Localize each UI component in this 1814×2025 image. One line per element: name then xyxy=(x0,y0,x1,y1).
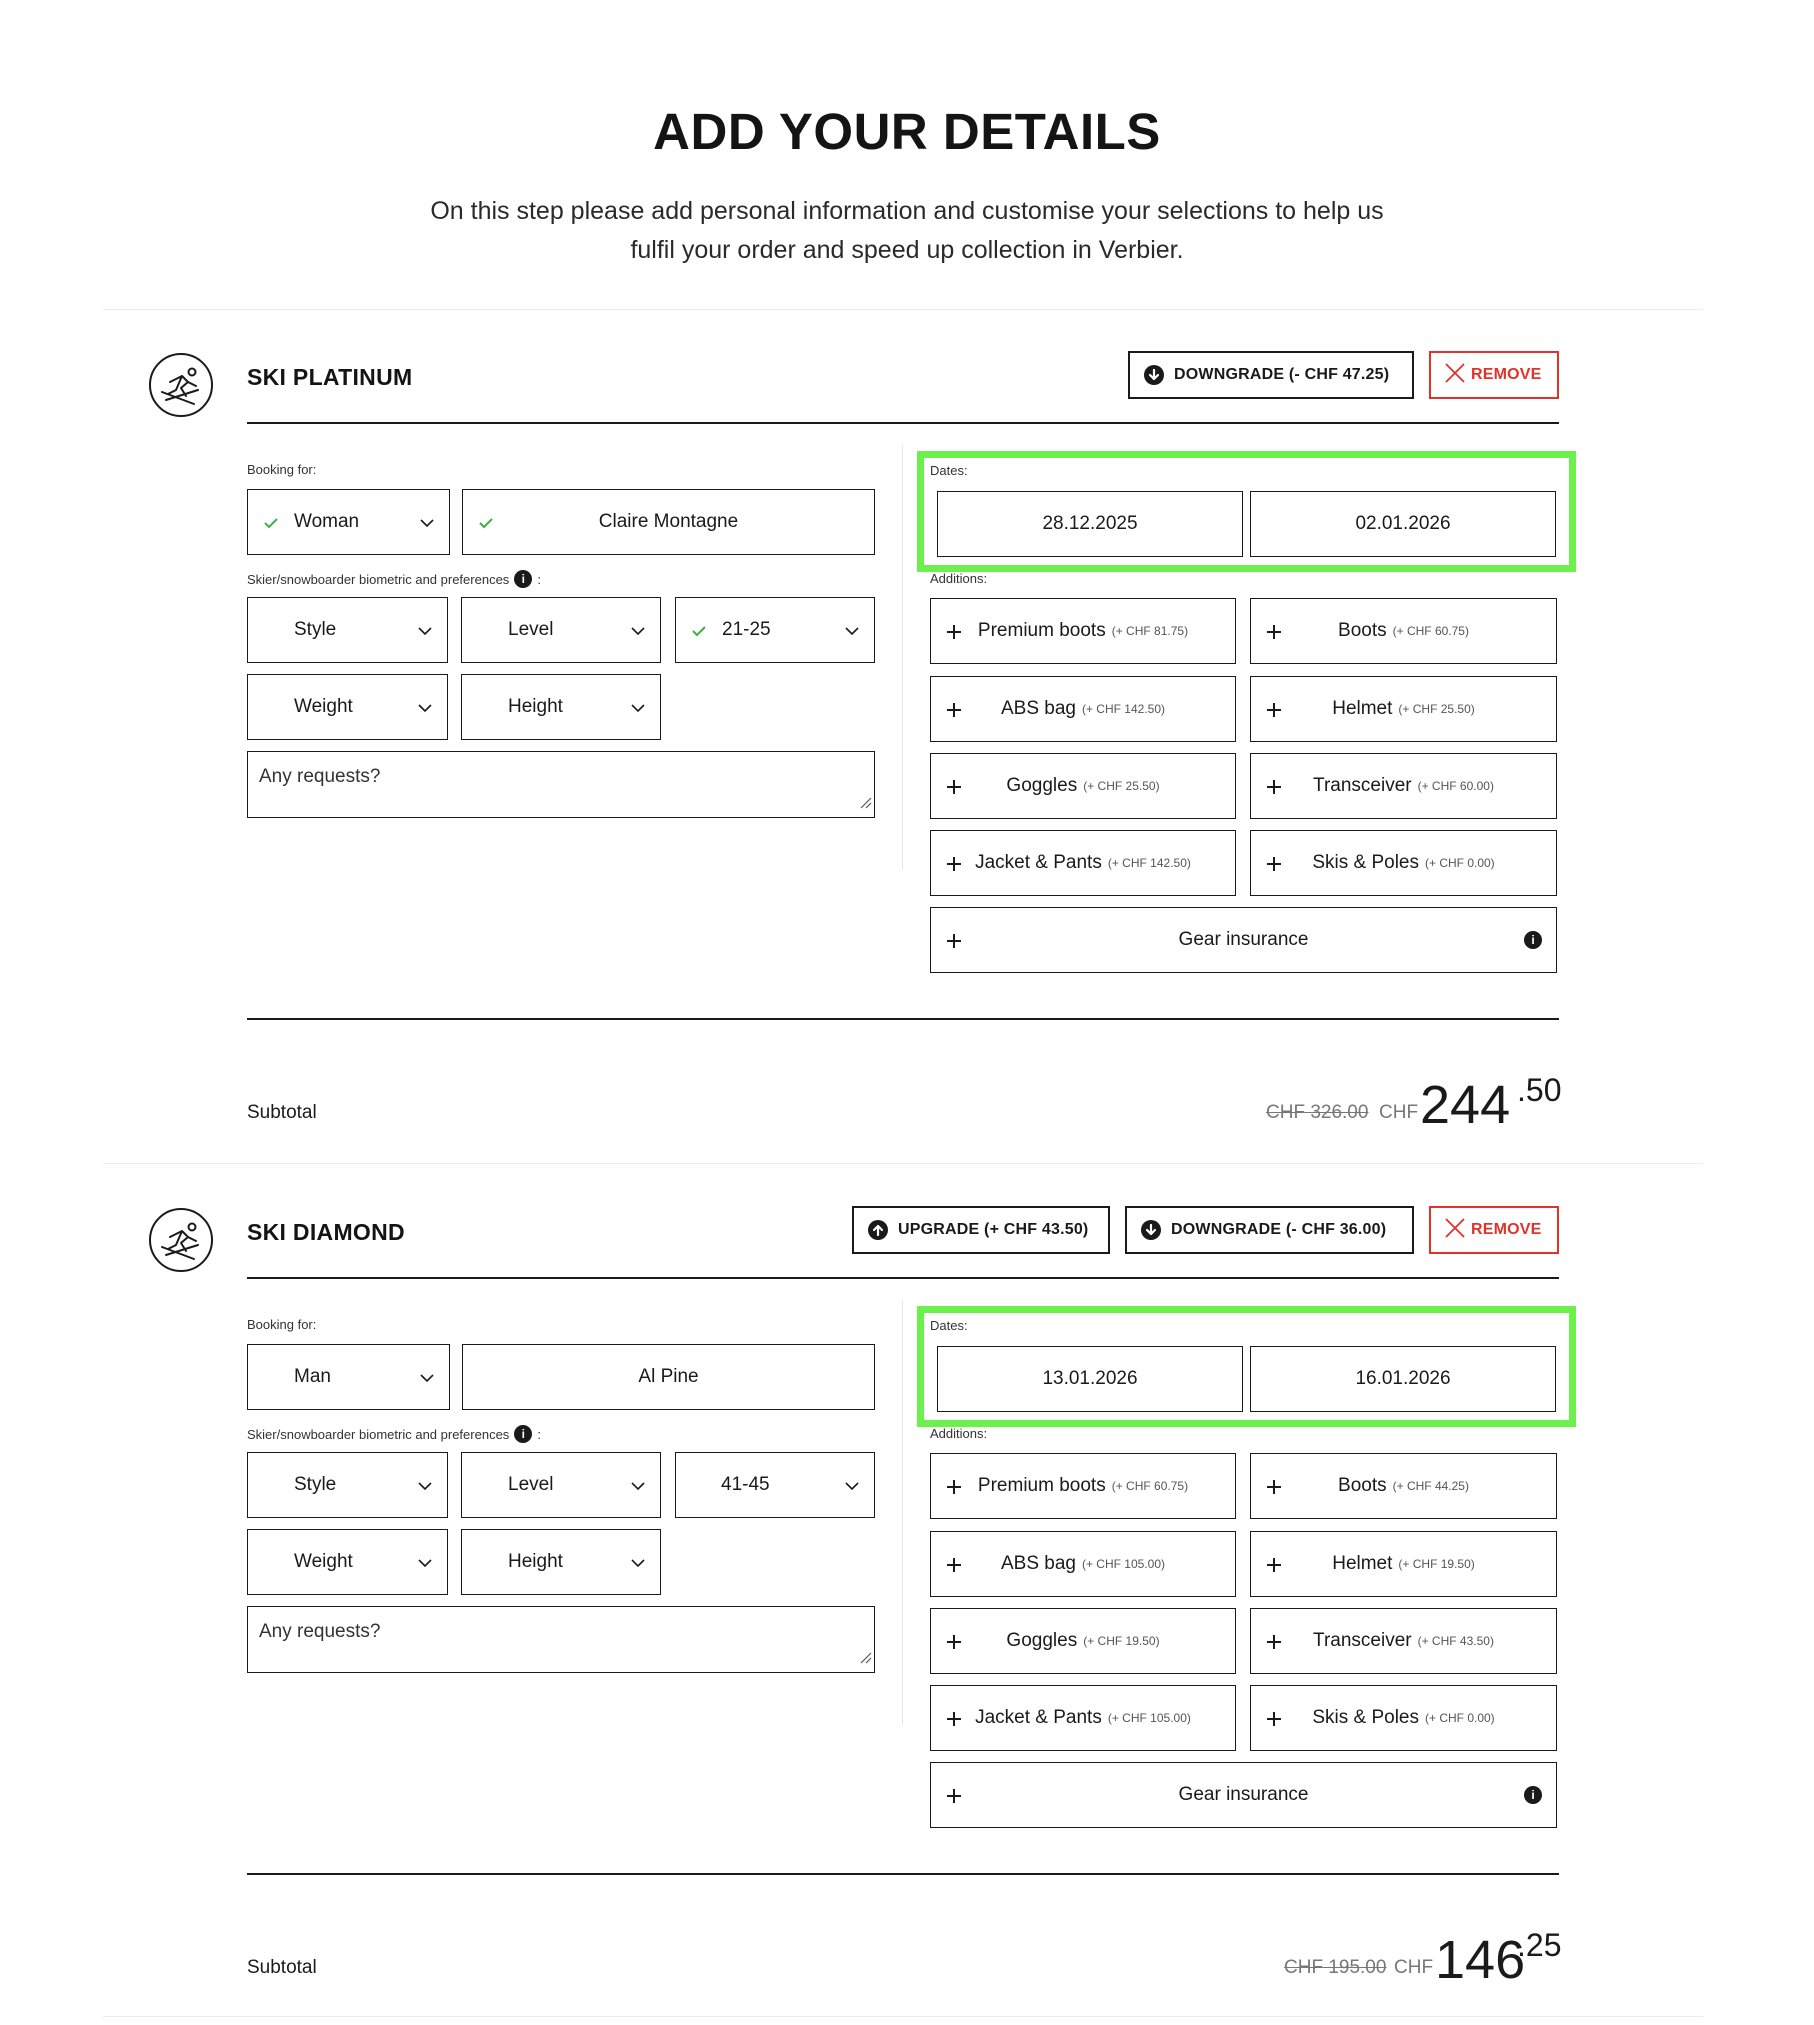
plus-icon xyxy=(945,855,963,879)
plus-icon xyxy=(1265,855,1283,879)
level-select[interactable] xyxy=(461,597,661,663)
addition-name: ABS bag xyxy=(1000,698,1076,719)
age-select[interactable] xyxy=(675,597,875,663)
age-value: 21-25 xyxy=(722,619,771,640)
arrow-down-circle-icon xyxy=(1141,1220,1161,1240)
requests-textarea[interactable] xyxy=(247,1606,875,1673)
addition-price: (+ CHF 19.50) xyxy=(1398,1557,1475,1571)
style-select[interactable] xyxy=(247,597,448,663)
requests-placeholder: Any requests? xyxy=(259,766,381,787)
addition-boots[interactable] xyxy=(1250,598,1557,664)
header-rule xyxy=(247,422,1559,424)
product-card-ski-diamond xyxy=(0,1165,1814,2025)
addition-price: (+ CHF 0.00) xyxy=(1424,1711,1495,1725)
addition-abs-bag[interactable] xyxy=(930,676,1236,742)
height-value: Height xyxy=(508,696,563,717)
plus-icon xyxy=(1265,778,1283,802)
addition-name: Goggles xyxy=(1006,1630,1078,1651)
name-value: Al Pine xyxy=(638,1366,699,1387)
label-colon: : xyxy=(537,571,541,587)
addition-price: (+ CHF 60.75) xyxy=(1392,624,1469,638)
section-rule xyxy=(247,1873,1559,1875)
header-rule xyxy=(247,1277,1559,1279)
remove-button[interactable] xyxy=(1429,351,1559,399)
addition-price: (+ CHF 19.50) xyxy=(1083,1634,1160,1648)
biometric-label xyxy=(247,570,541,588)
addition-skis-poles[interactable] xyxy=(1250,1685,1557,1751)
date-from-field[interactable] xyxy=(937,1346,1243,1412)
addition-abs-bag[interactable] xyxy=(930,1531,1236,1597)
remove-label: REMOVE xyxy=(1471,1221,1542,1238)
plus-icon xyxy=(945,1556,963,1580)
style-select[interactable] xyxy=(247,1452,448,1518)
plus-icon xyxy=(1265,1556,1283,1580)
product-title: SKI PLATINUM xyxy=(247,364,413,390)
addition-price: (+ CHF 105.00) xyxy=(1081,1557,1166,1571)
price-currency: CHF xyxy=(1394,1957,1434,1978)
skier-icon xyxy=(148,352,214,418)
plus-icon xyxy=(945,701,963,725)
addition-name: Goggles xyxy=(1006,775,1078,796)
info-icon[interactable]: i xyxy=(514,570,532,588)
date-from-field[interactable] xyxy=(937,491,1243,557)
info-icon[interactable]: i xyxy=(1524,1786,1542,1804)
additions-label: Additions: xyxy=(930,1426,988,1441)
name-value: Claire Montagne xyxy=(598,511,739,532)
biometric-label-text: Skier/snowboarder biometric and preferences xyxy=(247,1426,510,1442)
addition-name: Transceiver xyxy=(1313,1630,1412,1651)
chevron-down-icon xyxy=(417,1555,433,1577)
plus-icon xyxy=(945,1633,963,1657)
plus-icon xyxy=(945,1478,963,1502)
date-to-value: 02.01.2026 xyxy=(1355,513,1451,534)
chevron-down-icon xyxy=(417,1478,433,1500)
addition-name: Jacket & Pants xyxy=(975,1707,1102,1728)
plus-icon xyxy=(945,1787,963,1811)
plus-icon xyxy=(1265,1710,1283,1734)
chevron-down-icon xyxy=(844,1478,860,1500)
weight-value: Weight xyxy=(294,1551,353,1572)
date-to-field[interactable] xyxy=(1250,491,1556,557)
downgrade-button[interactable] xyxy=(1128,351,1414,399)
dates-label: Dates: xyxy=(930,463,968,478)
check-icon xyxy=(262,514,280,538)
name-field[interactable] xyxy=(462,489,875,555)
level-value: Level xyxy=(508,619,554,640)
name-field[interactable] xyxy=(462,1344,875,1410)
addition-price: (+ CHF 142.50) xyxy=(1081,702,1166,716)
weight-value: Weight xyxy=(294,696,353,717)
age-select[interactable] xyxy=(675,1452,875,1518)
chevron-down-icon xyxy=(417,623,433,645)
arrow-down-circle-icon xyxy=(1144,365,1164,385)
section-rule xyxy=(247,1018,1559,1020)
plus-icon xyxy=(945,778,963,802)
upgrade-button[interactable] xyxy=(852,1206,1110,1254)
price-currency: CHF xyxy=(1379,1102,1419,1123)
date-from-value: 28.12.2025 xyxy=(1042,513,1138,534)
addition-jacket-pants[interactable] xyxy=(930,1685,1236,1751)
intro-line-2: fulfil your order and speed up collection in Verbier. xyxy=(630,236,1184,264)
addition-price: (+ CHF 60.75) xyxy=(1111,1479,1189,1493)
addition-skis-poles[interactable] xyxy=(1250,830,1557,896)
booking-for-label: Booking for: xyxy=(247,1317,317,1332)
addition-price: (+ CHF 60.00) xyxy=(1417,779,1494,793)
plus-icon xyxy=(1265,1478,1283,1502)
old-price: CHF 195.00 xyxy=(1284,1957,1387,1978)
check-icon xyxy=(690,622,708,646)
level-select[interactable] xyxy=(461,1452,661,1518)
page-title: ADD YOUR DETAILS xyxy=(653,103,1161,160)
addition-jacket-pants[interactable] xyxy=(930,830,1236,896)
addition-name: Boots xyxy=(1338,620,1387,641)
chevron-down-icon xyxy=(630,700,646,722)
addition-name: Helmet xyxy=(1332,698,1393,719)
gender-value: Woman xyxy=(294,511,360,532)
page-intro xyxy=(357,192,1457,270)
addition-goggles[interactable] xyxy=(930,753,1236,819)
gender-value: Man xyxy=(294,1366,331,1387)
plus-icon xyxy=(945,623,963,647)
date-from-value: 13.01.2026 xyxy=(1042,1368,1138,1389)
addition-goggles[interactable] xyxy=(930,1608,1236,1674)
addition-price: (+ CHF 43.50) xyxy=(1417,1634,1494,1648)
column-divider xyxy=(902,1300,903,1725)
addition-gear-insurance[interactable] xyxy=(930,907,1557,973)
addition-name: Premium boots xyxy=(977,1475,1106,1496)
resize-handle-icon[interactable] xyxy=(858,1648,872,1670)
addition-name: ABS bag xyxy=(1000,1553,1076,1574)
height-value: Height xyxy=(508,1551,563,1572)
addition-transceiver[interactable] xyxy=(1250,753,1557,819)
addition-helmet[interactable] xyxy=(1250,1531,1557,1597)
addition-price: (+ CHF 25.50) xyxy=(1083,779,1160,793)
plus-icon xyxy=(945,1710,963,1734)
chevron-down-icon xyxy=(630,1478,646,1500)
chevron-down-icon xyxy=(417,700,433,722)
booking-for-label: Booking for: xyxy=(247,462,317,477)
addition-price: (+ CHF 105.00) xyxy=(1107,1711,1191,1725)
price-integer: 244 xyxy=(1420,1075,1511,1135)
insurance-label: Gear insurance xyxy=(1178,1784,1309,1805)
style-value: Style xyxy=(294,619,337,640)
downgrade-label: DOWNGRADE (- CHF 36.00) xyxy=(1171,1221,1387,1238)
upgrade-label: UPGRADE (+ CHF 43.50) xyxy=(898,1221,1089,1238)
style-value: Style xyxy=(294,1474,337,1495)
gender-select[interactable] xyxy=(247,489,450,555)
addition-price: (+ CHF 44.25) xyxy=(1392,1479,1469,1493)
addition-premium-boots[interactable] xyxy=(930,1453,1236,1519)
height-select[interactable] xyxy=(461,674,661,740)
plus-icon xyxy=(1265,1633,1283,1657)
arrow-up-circle-icon xyxy=(868,1220,888,1240)
addition-name: Premium boots xyxy=(977,620,1106,641)
check-icon xyxy=(477,514,495,538)
subtotal-label: Subtotal xyxy=(247,1102,317,1123)
skier-icon xyxy=(148,1207,214,1273)
product-title: SKI DIAMOND xyxy=(247,1219,405,1245)
biometric-label xyxy=(247,1425,541,1443)
chevron-down-icon xyxy=(844,623,860,645)
remove-button[interactable] xyxy=(1429,1206,1559,1254)
info-icon[interactable]: i xyxy=(1524,931,1542,949)
price-decimal: .50 xyxy=(1517,1072,1562,1108)
addition-name: Boots xyxy=(1338,1475,1387,1496)
additions-label: Additions: xyxy=(930,571,988,586)
date-to-field[interactable] xyxy=(1250,1346,1556,1412)
addition-price: (+ CHF 142.50) xyxy=(1107,856,1191,870)
resize-handle-icon[interactable] xyxy=(858,793,872,815)
gender-select[interactable] xyxy=(247,1344,450,1410)
addition-name: Skis & Poles xyxy=(1312,1707,1419,1728)
price-integer: 146 xyxy=(1435,1930,1526,1990)
age-value: 41-45 xyxy=(721,1474,770,1495)
weight-select[interactable] xyxy=(247,674,448,740)
intro-line-1: On this step please add personal information and customise your selections to help us xyxy=(430,197,1384,225)
addition-name: Skis & Poles xyxy=(1312,852,1419,873)
addition-boots[interactable] xyxy=(1250,1453,1557,1519)
old-price: CHF 326.00 xyxy=(1266,1102,1369,1123)
close-icon xyxy=(1443,361,1467,390)
downgrade-label: DOWNGRADE (- CHF 47.25) xyxy=(1174,366,1390,383)
requests-placeholder: Any requests? xyxy=(259,1621,381,1642)
height-select[interactable] xyxy=(461,1529,661,1595)
product-card-ski-platinum xyxy=(0,310,1814,1170)
addition-name: Jacket & Pants xyxy=(975,852,1102,873)
addition-price: (+ CHF 81.75) xyxy=(1111,624,1189,638)
addition-premium-boots[interactable] xyxy=(930,598,1236,664)
close-icon xyxy=(1443,1216,1467,1245)
downgrade-button[interactable] xyxy=(1125,1206,1414,1254)
remove-label: REMOVE xyxy=(1471,366,1542,383)
addition-price: (+ CHF 25.50) xyxy=(1398,702,1475,716)
info-icon[interactable]: i xyxy=(514,1425,532,1443)
chevron-down-icon xyxy=(630,1555,646,1577)
subtotal-label: Subtotal xyxy=(247,1957,317,1978)
addition-gear-insurance[interactable] xyxy=(930,1762,1557,1828)
biometric-label-text: Skier/snowboarder biometric and preferences xyxy=(247,571,510,587)
chevron-down-icon xyxy=(419,1370,435,1392)
weight-select[interactable] xyxy=(247,1529,448,1595)
plus-icon xyxy=(1265,623,1283,647)
level-value: Level xyxy=(508,1474,554,1495)
insurance-label: Gear insurance xyxy=(1178,929,1309,950)
label-colon: : xyxy=(537,1426,541,1442)
price-decimal: .25 xyxy=(1517,1927,1562,1963)
plus-icon xyxy=(1265,701,1283,725)
chevron-down-icon xyxy=(419,515,435,537)
column-divider xyxy=(902,445,903,870)
date-to-value: 16.01.2026 xyxy=(1355,1368,1451,1389)
addition-price: (+ CHF 0.00) xyxy=(1424,856,1495,870)
addition-helmet[interactable] xyxy=(1250,676,1557,742)
plus-icon xyxy=(945,932,963,956)
addition-transceiver[interactable] xyxy=(1250,1608,1557,1674)
chevron-down-icon xyxy=(630,623,646,645)
requests-textarea[interactable] xyxy=(247,751,875,818)
addition-name: Transceiver xyxy=(1313,775,1412,796)
addition-name: Helmet xyxy=(1332,1553,1393,1574)
dates-label: Dates: xyxy=(930,1318,968,1333)
